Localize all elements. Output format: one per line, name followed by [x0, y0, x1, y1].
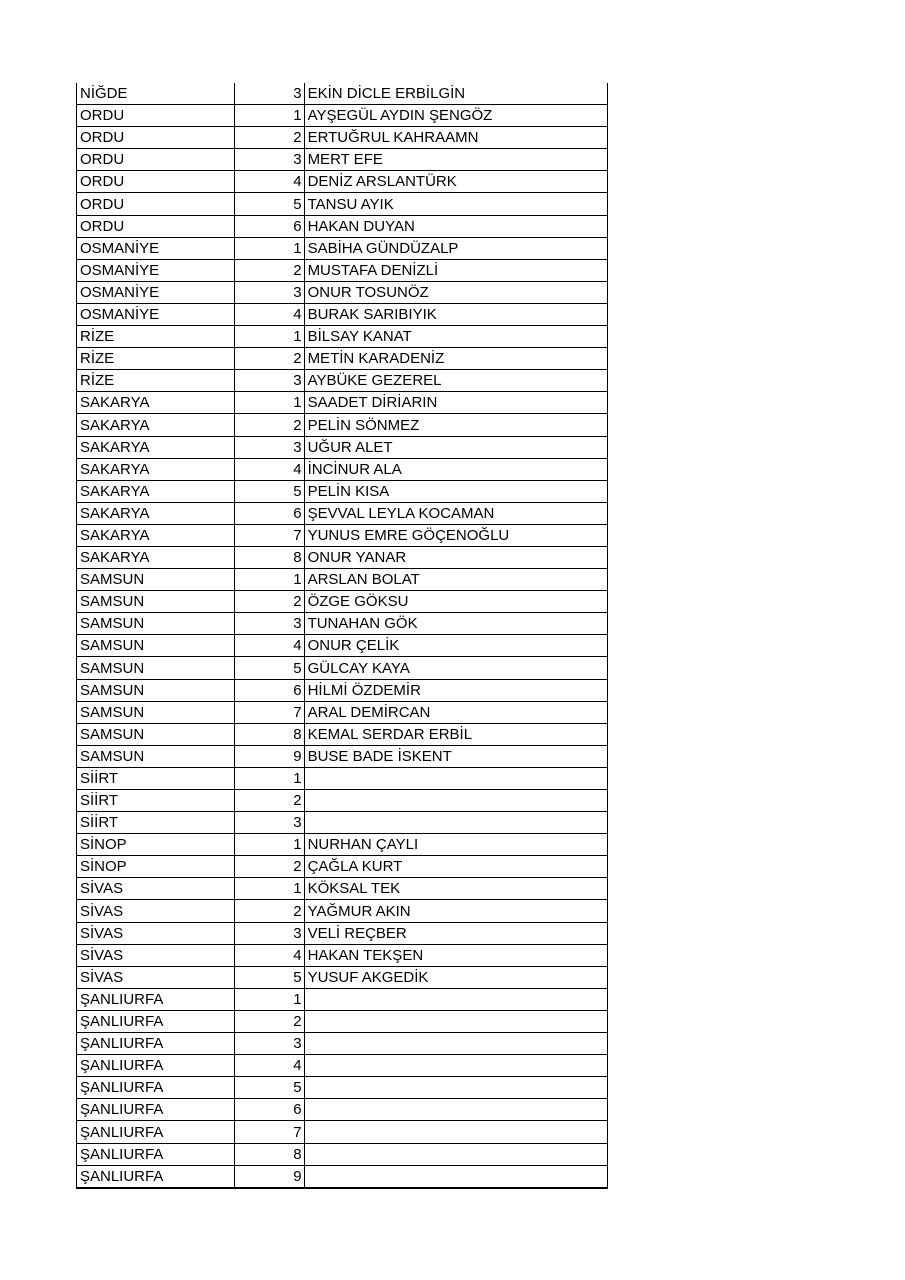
province-cell: ŞANLIURFA	[77, 1010, 235, 1032]
name-cell: BURAK SARIBIYIK	[304, 303, 607, 325]
name-cell: TANSU AYIK	[304, 193, 607, 215]
rank-cell: 3	[234, 613, 304, 635]
province-cell: ŞANLIURFA	[77, 1165, 235, 1188]
name-cell: BİLSAY KANAT	[304, 326, 607, 348]
province-cell: SİİRT	[77, 790, 235, 812]
province-cell: OSMANİYE	[77, 281, 235, 303]
rank-cell: 1	[234, 105, 304, 127]
rank-cell: 3	[234, 812, 304, 834]
rank-cell: 7	[234, 701, 304, 723]
rank-cell: 8	[234, 723, 304, 745]
province-cell: RİZE	[77, 348, 235, 370]
table-row	[77, 878, 608, 900]
name-cell	[304, 1121, 607, 1143]
province-cell: SAKARYA	[77, 436, 235, 458]
table-row	[77, 701, 608, 723]
table-row	[77, 1143, 608, 1165]
province-cell: OSMANİYE	[77, 237, 235, 259]
rank-cell: 1	[234, 569, 304, 591]
province-cell: ORDU	[77, 105, 235, 127]
table-row	[77, 966, 608, 988]
province-cell: OSMANİYE	[77, 259, 235, 281]
province-cell: SAKARYA	[77, 392, 235, 414]
table-row	[77, 1010, 608, 1032]
province-cell: ŞANLIURFA	[77, 988, 235, 1010]
table-row	[77, 812, 608, 834]
province-cell: ŞANLIURFA	[77, 1121, 235, 1143]
province-cell: SİNOP	[77, 834, 235, 856]
name-cell: METİN KARADENİZ	[304, 348, 607, 370]
table-row	[77, 546, 608, 568]
table-row	[77, 149, 608, 171]
table-row	[77, 1121, 608, 1143]
name-cell: ONUR YANAR	[304, 546, 607, 568]
province-cell: SİVAS	[77, 922, 235, 944]
rank-cell: 2	[234, 259, 304, 281]
table-row	[77, 679, 608, 701]
table-row	[77, 944, 608, 966]
table-row	[77, 480, 608, 502]
rank-cell: 1	[234, 237, 304, 259]
rank-cell: 2	[234, 127, 304, 149]
table-row	[77, 657, 608, 679]
table-row	[77, 193, 608, 215]
name-cell	[304, 790, 607, 812]
rank-cell: 1	[234, 878, 304, 900]
name-cell: ONUR TOSUNÖZ	[304, 281, 607, 303]
rank-cell: 6	[234, 502, 304, 524]
table-row	[77, 1055, 608, 1077]
rank-cell: 1	[234, 767, 304, 789]
rank-cell: 1	[234, 326, 304, 348]
table-row	[77, 105, 608, 127]
rank-cell: 6	[234, 1099, 304, 1121]
rank-cell: 8	[234, 1143, 304, 1165]
rank-cell: 4	[234, 458, 304, 480]
name-cell	[304, 1143, 607, 1165]
name-cell: HAKAN DUYAN	[304, 215, 607, 237]
province-cell: SAMSUN	[77, 679, 235, 701]
name-cell	[304, 1077, 607, 1099]
province-cell: SİVAS	[77, 966, 235, 988]
province-cell: SİİRT	[77, 767, 235, 789]
table-row	[77, 502, 608, 524]
rank-cell: 1	[234, 834, 304, 856]
table-row	[77, 591, 608, 613]
name-cell: KEMAL SERDAR ERBİL	[304, 723, 607, 745]
name-cell: HAKAN TEKŞEN	[304, 944, 607, 966]
table-row	[77, 767, 608, 789]
province-cell: SAKARYA	[77, 524, 235, 546]
name-cell: KÖKSAL TEK	[304, 878, 607, 900]
table-row	[77, 1165, 608, 1188]
table-row	[77, 834, 608, 856]
name-cell: ÖZGE GÖKSU	[304, 591, 607, 613]
table-row	[77, 127, 608, 149]
name-cell	[304, 1033, 607, 1055]
rank-cell: 1	[234, 392, 304, 414]
table-row	[77, 1033, 608, 1055]
rank-cell: 5	[234, 966, 304, 988]
name-cell: NURHAN ÇAYLI	[304, 834, 607, 856]
table-row	[77, 303, 608, 325]
name-cell	[304, 812, 607, 834]
rank-cell: 3	[234, 1033, 304, 1055]
province-cell: SAKARYA	[77, 458, 235, 480]
table-row	[77, 613, 608, 635]
table-row	[77, 436, 608, 458]
table-row	[77, 392, 608, 414]
name-cell: ŞEVVAL LEYLA KOCAMAN	[304, 502, 607, 524]
table-row	[77, 171, 608, 193]
rank-cell: 3	[234, 436, 304, 458]
province-cell: SAKARYA	[77, 502, 235, 524]
province-cell: SAKARYA	[77, 546, 235, 568]
table-row	[77, 922, 608, 944]
rank-cell: 4	[234, 303, 304, 325]
name-cell: MUSTAFA DENİZLİ	[304, 259, 607, 281]
province-cell: ORDU	[77, 127, 235, 149]
table-row	[77, 414, 608, 436]
name-cell: ÇAĞLA KURT	[304, 856, 607, 878]
province-cell: SAMSUN	[77, 701, 235, 723]
name-cell	[304, 1165, 607, 1188]
province-cell: ŞANLIURFA	[77, 1077, 235, 1099]
rank-cell: 4	[234, 635, 304, 657]
rank-cell: 2	[234, 591, 304, 613]
province-cell: ŞANLIURFA	[77, 1099, 235, 1121]
province-cell: ORDU	[77, 193, 235, 215]
province-cell: SAMSUN	[77, 569, 235, 591]
table-row	[77, 326, 608, 348]
name-cell: SABİHA GÜNDÜZALP	[304, 237, 607, 259]
province-cell: RİZE	[77, 326, 235, 348]
province-cell: SİVAS	[77, 900, 235, 922]
name-cell	[304, 988, 607, 1010]
table-row	[77, 790, 608, 812]
name-cell: AYŞEGÜL AYDIN ŞENGÖZ	[304, 105, 607, 127]
province-cell: OSMANİYE	[77, 303, 235, 325]
table-row	[77, 900, 608, 922]
name-cell	[304, 1010, 607, 1032]
province-cell: SİVAS	[77, 878, 235, 900]
table-row	[77, 259, 608, 281]
name-cell: TUNAHAN GÖK	[304, 613, 607, 635]
table-row	[77, 1099, 608, 1121]
name-cell: BUSE BADE İSKENT	[304, 745, 607, 767]
rank-cell: 4	[234, 171, 304, 193]
rank-cell: 6	[234, 215, 304, 237]
name-cell: ARSLAN BOLAT	[304, 569, 607, 591]
name-cell: EKİN DİCLE ERBİLGİN	[304, 83, 607, 105]
table-row	[77, 524, 608, 546]
name-cell: VELİ REÇBER	[304, 922, 607, 944]
rank-cell: 2	[234, 790, 304, 812]
rank-cell: 7	[234, 524, 304, 546]
rank-cell: 8	[234, 546, 304, 568]
rank-cell: 3	[234, 922, 304, 944]
rank-cell: 1	[234, 988, 304, 1010]
table-row	[77, 569, 608, 591]
rank-cell: 3	[234, 281, 304, 303]
province-cell: ŞANLIURFA	[77, 1033, 235, 1055]
province-cell: ORDU	[77, 215, 235, 237]
candidate-table	[76, 83, 608, 1189]
table-row	[77, 281, 608, 303]
name-cell: UĞUR ALET	[304, 436, 607, 458]
rank-cell: 3	[234, 83, 304, 105]
rank-cell: 7	[234, 1121, 304, 1143]
rank-cell: 3	[234, 149, 304, 171]
table-row	[77, 723, 608, 745]
name-cell: AYBÜKE GEZEREL	[304, 370, 607, 392]
name-cell: PELİN KISA	[304, 480, 607, 502]
table-row	[77, 370, 608, 392]
table-row	[77, 215, 608, 237]
name-cell: ONUR ÇELİK	[304, 635, 607, 657]
rank-cell: 5	[234, 193, 304, 215]
rank-cell: 2	[234, 1010, 304, 1032]
province-cell: ŞANLIURFA	[77, 1055, 235, 1077]
province-cell: SAMSUN	[77, 613, 235, 635]
name-cell	[304, 1099, 607, 1121]
table-row	[77, 458, 608, 480]
name-cell: SAADET DİRİARIN	[304, 392, 607, 414]
province-cell: RİZE	[77, 370, 235, 392]
province-cell: SİVAS	[77, 944, 235, 966]
province-cell: SAMSUN	[77, 635, 235, 657]
rank-cell: 9	[234, 1165, 304, 1188]
table-row	[77, 988, 608, 1010]
name-cell: YUNUS EMRE GÖÇENOĞLU	[304, 524, 607, 546]
name-cell: ERTUĞRUL KAHRAAMN	[304, 127, 607, 149]
name-cell: PELİN SÖNMEZ	[304, 414, 607, 436]
province-cell: SAMSUN	[77, 745, 235, 767]
province-cell: SAKARYA	[77, 414, 235, 436]
table-row	[77, 237, 608, 259]
rank-cell: 3	[234, 370, 304, 392]
name-cell: HİLMİ ÖZDEMİR	[304, 679, 607, 701]
name-cell: MERT EFE	[304, 149, 607, 171]
name-cell: İNCİNUR ALA	[304, 458, 607, 480]
rank-cell: 2	[234, 414, 304, 436]
province-cell: ŞANLIURFA	[77, 1143, 235, 1165]
rank-cell: 4	[234, 1055, 304, 1077]
province-cell: SAMSUN	[77, 657, 235, 679]
table-row	[77, 635, 608, 657]
table-row	[77, 83, 608, 105]
rank-cell: 9	[234, 745, 304, 767]
rank-cell: 2	[234, 856, 304, 878]
rank-cell: 6	[234, 679, 304, 701]
table-row	[77, 348, 608, 370]
name-cell	[304, 767, 607, 789]
rank-cell: 4	[234, 944, 304, 966]
name-cell: YAĞMUR AKIN	[304, 900, 607, 922]
province-cell: SİNOP	[77, 856, 235, 878]
rank-cell: 5	[234, 657, 304, 679]
name-cell: DENİZ ARSLANTÜRK	[304, 171, 607, 193]
province-cell: ORDU	[77, 149, 235, 171]
table-row	[77, 745, 608, 767]
province-cell: NİĞDE	[77, 83, 235, 105]
table-row	[77, 856, 608, 878]
province-cell: SİİRT	[77, 812, 235, 834]
rank-cell: 2	[234, 900, 304, 922]
name-cell	[304, 1055, 607, 1077]
province-cell: SAMSUN	[77, 591, 235, 613]
rank-cell: 5	[234, 480, 304, 502]
name-cell: ARAL DEMİRCAN	[304, 701, 607, 723]
table-row	[77, 1077, 608, 1099]
rank-cell: 2	[234, 348, 304, 370]
name-cell: GÜLCAY KAYA	[304, 657, 607, 679]
table-body	[77, 83, 608, 1188]
province-cell: ORDU	[77, 171, 235, 193]
rank-cell: 5	[234, 1077, 304, 1099]
province-cell: SAKARYA	[77, 480, 235, 502]
name-cell: YUSUF AKGEDİK	[304, 966, 607, 988]
province-cell: SAMSUN	[77, 723, 235, 745]
